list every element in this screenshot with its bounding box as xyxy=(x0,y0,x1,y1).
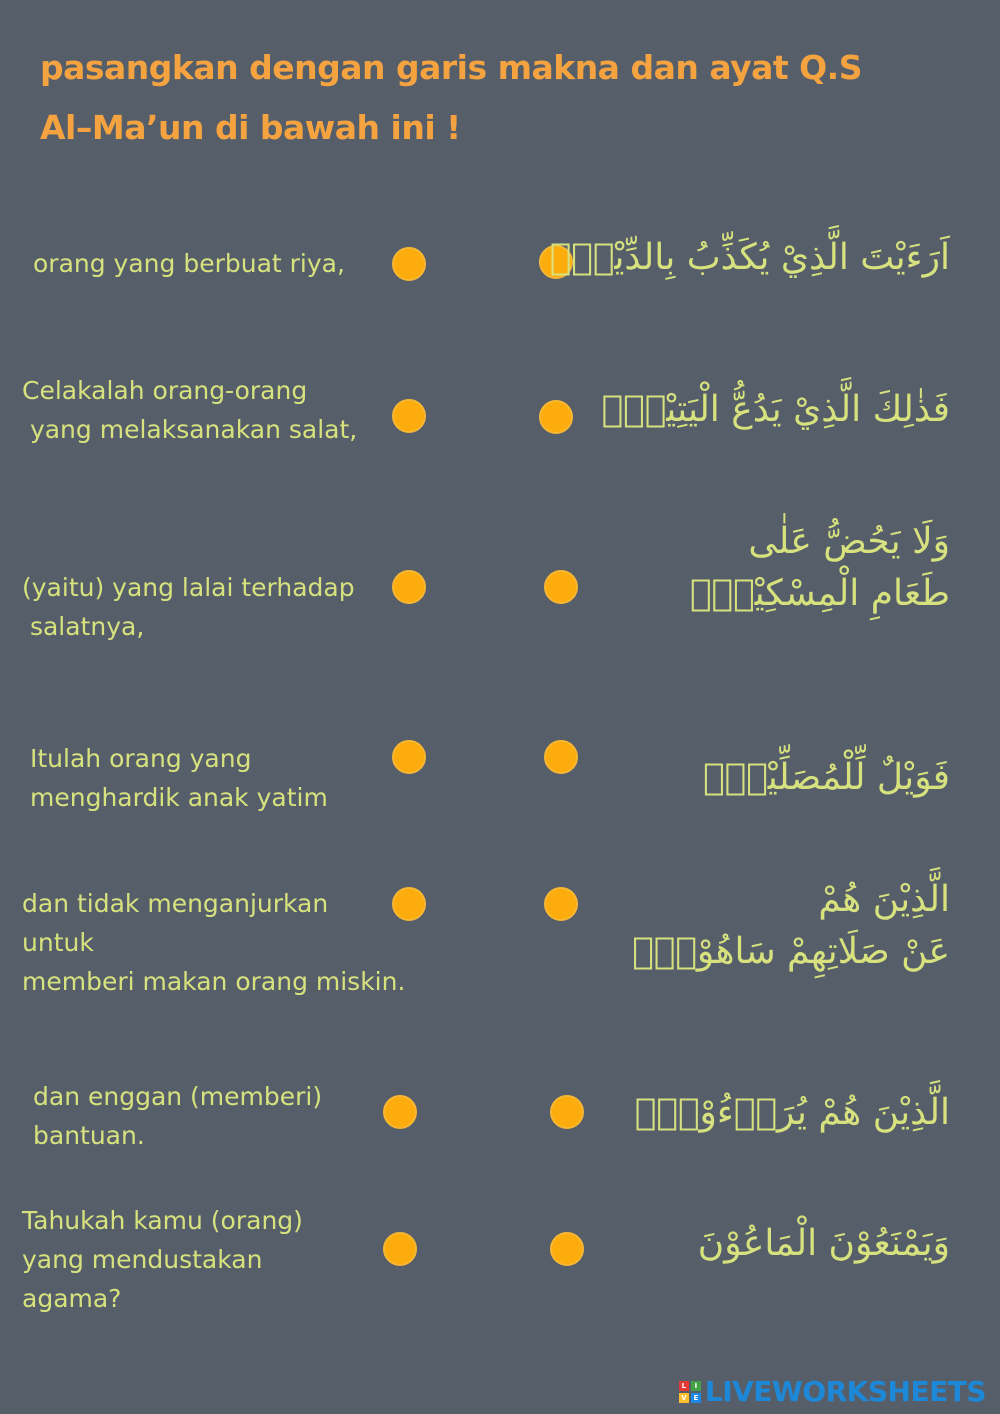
liveworksheets-logo xyxy=(679,1375,986,1408)
meaning-connector-dot[interactable] xyxy=(392,740,426,774)
meaning-connector-dot[interactable] xyxy=(392,570,426,604)
liveworksheets-logo-icon xyxy=(679,1381,701,1403)
verse-text: الَّذِيْنَ هُمْ يُرَاۤءُوْنَۙ xyxy=(634,1092,950,1133)
meaning-text: dan enggan (memberi) bantuan. xyxy=(33,1082,323,1150)
verse-text: اَرَءَيْتَ الَّذِيْ يُكَذِّبُ بِالدِّيْنِۗ xyxy=(549,237,950,278)
verse-connector-dot[interactable] xyxy=(539,400,573,434)
verse-connector-dot[interactable] xyxy=(544,570,578,604)
logo-letter: E xyxy=(691,1393,701,1403)
worksheet-title xyxy=(40,38,940,158)
title-line-1: pasangkan dengan garis makna dan ayat Q.S xyxy=(40,48,862,87)
verse-text: وَيَمْنَعُوْنَ الْمَاعُوْنَ xyxy=(697,1223,950,1264)
meaning-connector-dot[interactable] xyxy=(383,1232,417,1266)
verse-text: فَوَيْلٌ لِّلْمُصَلِّيْنَۙ xyxy=(702,757,950,798)
verse-connector-dot[interactable] xyxy=(550,1232,584,1266)
liveworksheets-wordmark: LIVEWORKSHEETS xyxy=(704,1375,986,1408)
verse-connector-dot[interactable] xyxy=(550,1095,584,1129)
verse-text: وَلَا يَحُضُّ عَلٰى طَعَامِ الْمِسْكِيْنِۗ xyxy=(689,521,950,614)
verse-text: الَّذِيْنَ هُمْ عَنْ صَلَاتِهِمْ سَاهُوْنَۙ xyxy=(632,879,950,972)
verse-text: فَذٰلِكَ الَّذِيْ يَدُعُّ الْيَتِيْمَۙ xyxy=(601,389,950,430)
meaning-connector-dot[interactable] xyxy=(392,399,426,433)
meaning-connector-dot[interactable] xyxy=(392,887,426,921)
title-line-2: Al–Ma’un di bawah ini ! xyxy=(40,108,461,147)
meaning-text: Tahukah kamu (orang) yang mendustakan agama? xyxy=(22,1206,303,1313)
meaning-text: orang yang berbuat riya, xyxy=(33,249,345,278)
meaning-text: (yaitu) yang lalai terhadap salatnya, xyxy=(22,573,355,641)
logo-letter: L xyxy=(679,1381,689,1391)
meaning-connector-dot[interactable] xyxy=(383,1095,417,1129)
verse-connector-dot[interactable] xyxy=(544,740,578,774)
verse-connector-dot[interactable] xyxy=(544,887,578,921)
logo-letter: V xyxy=(679,1393,689,1403)
logo-letter: I xyxy=(691,1381,701,1391)
meaning-text: dan tidak menganjurkan untuk memberi makan orang miskin. xyxy=(22,889,406,996)
meaning-text: Celakalah orang-orang yang melaksanakan salat, xyxy=(22,376,358,444)
meaning-connector-dot[interactable] xyxy=(392,247,426,281)
meaning-text: Itulah orang yang menghardik anak yatim xyxy=(30,744,328,812)
